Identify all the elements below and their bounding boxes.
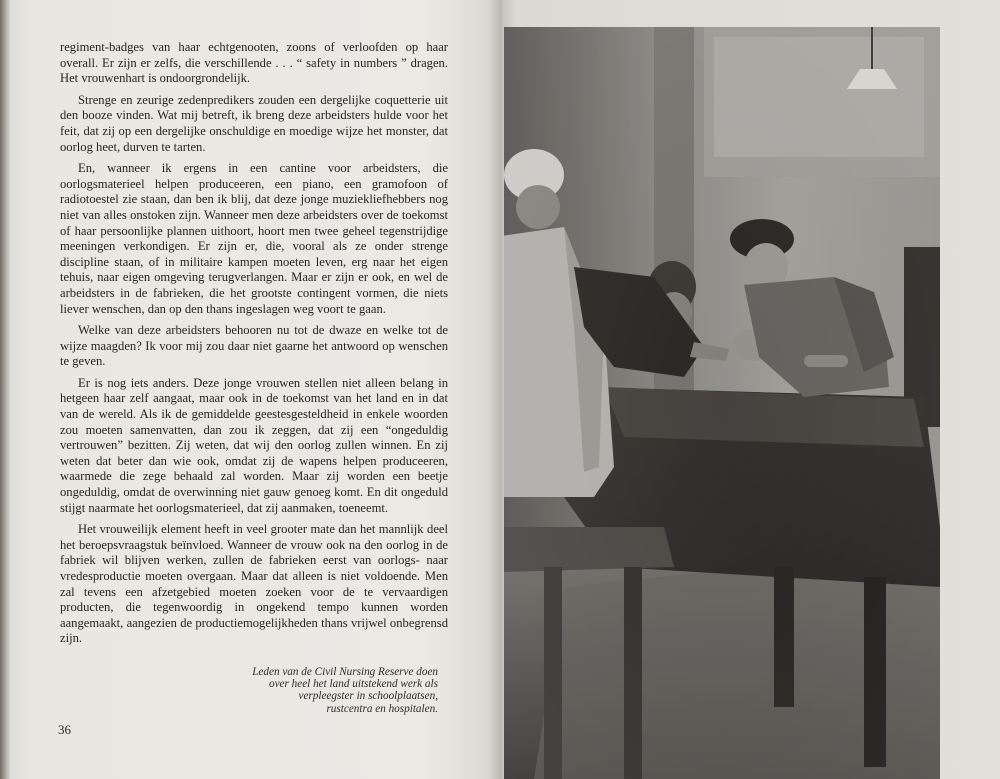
paragraph: Er is nog iets anders. Deze jonge vrouwen stellen niet alleen belang in hetgeen haar zelf aangaat, maar ook in de toekomst van het land en in dat van de wereld. Als ik de gemiddelde geestesgesteldheid in enkele woorden zou moeten samenvatten, dan zou ik zeggen, dat zij een “ongeduldig vertrouwen” bezitten. Zij weten, dat wij den oorlog zullen winnen. En zij weten dat beter dan wie ook, omdat zij de wapens helpen produceeren, waarmede die zege behaald zal worden. Maar zij worden een beetje ongeduldig, omdat de overwinning niet gauw genoeg komt. En dit ongeduld stijgt naarmate het oorlogsmaterieel, dat zij aanmaken, toeneemt. bbox=[60, 375, 448, 515]
photo-caption: Leden van de Civil Nursing Reserve doen over heel het land uitstekend werk als verpleegster in schoolplaatsen, rustcentra en hospitalen. bbox=[252, 666, 438, 715]
paragraph: Welke van deze arbeidsters behooren nu tot de dwaze en welke tot de wijze maagden? Ik voor mij zou daar niet gaarne het antwoord op wenschen te geven. bbox=[60, 323, 448, 369]
body-text bbox=[60, 40, 448, 653]
paragraph: Strenge en zeurige zedenpredikers zouden een dergelijke coquetterie uit den booze vinden. Wat mij betreft, ik breng deze arbeidsters hulde voor het feit, dat zij op een dergelijke onschuldige en moedige wijze het monster, dat oorlog heet, durven te tarten. bbox=[60, 92, 448, 154]
page-number: 36 bbox=[58, 722, 71, 737]
nurses-treating-child-photo bbox=[504, 27, 940, 779]
paragraph: Het vrouweilijk element heeft in veel grooter mate dan het mannlijk deel het beroepsvraagstuk beïnvloed. Wanneer de vrouw ook na den oorlog in de fabriek wil blijven werken, zullen de fabrieken eerst van oorlogs- naar vredesproductie moeten overgaan. Maar dat alleen is niet voldoende. Men zal tevens een afzetgebied moeten zoeken voor de te vervaardigen producten, die tegenwoordig in ongekend tempo kunnen worden aangemaakt, aangezien de productiemogelijkheden thans vrijwel onbegrensd zijn. bbox=[60, 522, 448, 646]
paragraph: regiment-badges van haar echtgenooten, zoons of verloofden op haar overall. Er zijn er zelfs, die verschillende . . . “ safety in numbers ” dragen. Het vrouwenhart is ondoorgrondelijk. bbox=[60, 40, 448, 86]
paragraph: En, wanneer ik ergens in een cantine voor arbeidsters, die oorlogsmaterieel helpen produceeren, een piano, een gramofoon of radiotoestel zie staan, dan ben ik blij, dat deze jonge muziekliefhebbers nog niet van alles onstoken zijn. Wanneer men deze arbeidsters over de toekomst of haar persoonlijke plannen uithoort, hoort men twee geheel tegenstrijdige meeningen verkondigen. Er zijn er, die, vooral als ze onder strenge discipline staan, of in militaire kampen moeten leven, erg naar het eigen tehuis, naar eigen omgeving terugverlangen. Maar er zijn er ook, en wel de arbeidsters in de fabrieken, die het grootste contingent vormen, die niets liever wenschen, dan op den thans ingeslagen weg voort te gaan. bbox=[60, 161, 448, 316]
book-spine-edge bbox=[0, 0, 10, 779]
